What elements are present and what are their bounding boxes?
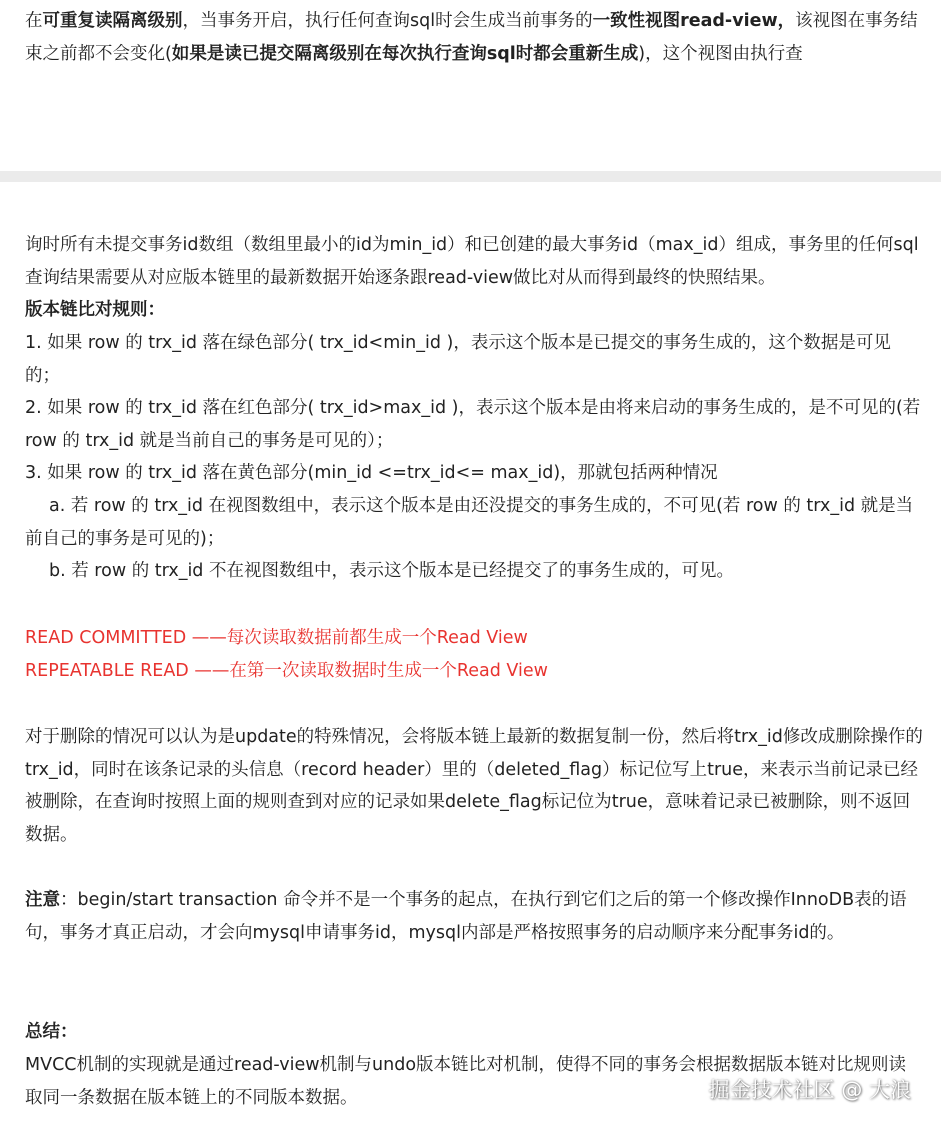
note-text: ：begin/start transaction 命令并不是一个事务的起点，在执行到它们之后的第一个修改操作InnoDB表的语句，事务才真正启动，才会向mysql申请事务id，mysql内部是严格按照事务的启动顺序来分配事务id的。 (25, 890, 907, 943)
delete-paragraph: 对于删除的情况可以认为是update的特殊情况，会将版本链上最新的数据复制一份，然后将trx_id修改成删除操作的trx_id，同时在该条记录的头信息（record header）里的（deleted_flag）标记位写上true，来表示当前记录已经被删除，在查询时按照上面的规则查到对应的记录如果delete_flag标记位为true，意味着记录已被删除，则不返回数据。 (25, 727, 923, 845)
summary-label: 总结 (25, 1022, 60, 1042)
rule-3b: b. 若 row 的 trx_id 不在视图数组中，表示这个版本是已经提交了的事务生成的，可见。 (49, 561, 734, 581)
rules-heading-text: 版本链比对规则： (25, 300, 165, 320)
text-run: 该视图在事务结束之前都不会变化( (25, 11, 918, 64)
rule-3: 3. 如果 row 的 trx_id 落在黄色部分(min_id <=trx_id<= max_id)，那就包括两种情况 (25, 463, 718, 483)
note-label: 注意 (25, 890, 60, 910)
read-committed-line: READ COMMITTED ——每次读取数据前都生成一个Read View (25, 628, 528, 648)
bold-term: 可重复读隔离级别 (42, 11, 183, 31)
text-run: 在 (25, 11, 43, 31)
rules-heading (25, 294, 923, 327)
bold-term: 如果是读已提交隔离级别在每次执行查询sql时都会重新生成 (171, 43, 639, 64)
summary-heading (25, 1016, 923, 1049)
intro-paragraph: 询时所有未提交事务id数组（数组里最小的id为min_id）和已创建的最大事务id（max_id）组成，事务里的任何sql查询结果需要从对应版本链里的最新数据开始逐条跟read-view做比对从而得到最终的快照结果。 (25, 235, 919, 288)
rule-1: 1. 如果 row 的 trx_id 落在绿色部分( trx_id<min_id )，表示这个版本是已提交的事务生成的，这个数据是可见的； (25, 333, 891, 386)
page-divider (0, 171, 941, 182)
summary-colon: ： (60, 1022, 78, 1042)
rule-3a: a. 若 row 的 trx_id 在视图数组中，表示这个版本是由还没提交的事务生成的，不可见(若 row 的 trx_id 就是当前自己的事务是可见的)； (25, 496, 914, 549)
rule-2: 2. 如果 row 的 trx_id 落在红色部分( trx_id>max_id )，表示这个版本是由将来启动的事务生成的，是不可见的(若 row 的 trx_id 就是当前自己的事务是可见的）； (25, 398, 921, 451)
text-run: ，当事务开启，执行任何查询sql时会生成当前事务的 (182, 11, 593, 31)
watermark: 掘金技术社区 @ 大浪 (708, 1078, 911, 1102)
repeatable-read-line: REPEATABLE READ ——在第一次读取数据时生成一个Read View (25, 661, 548, 681)
note-paragraph (25, 884, 923, 949)
top-paragraph (25, 5, 923, 70)
summary-paragraph: MVCC机制的实现就是通过read-view机制与undo版本链比对机制，使得不同的事务会根据数据版本链对比规则读取同一条数据在版本链上的不同版本数据。 (25, 1055, 907, 1108)
bold-term: 一致性视图read-view， (592, 11, 796, 31)
text-run: )，这个视图由执行查 (638, 43, 803, 64)
